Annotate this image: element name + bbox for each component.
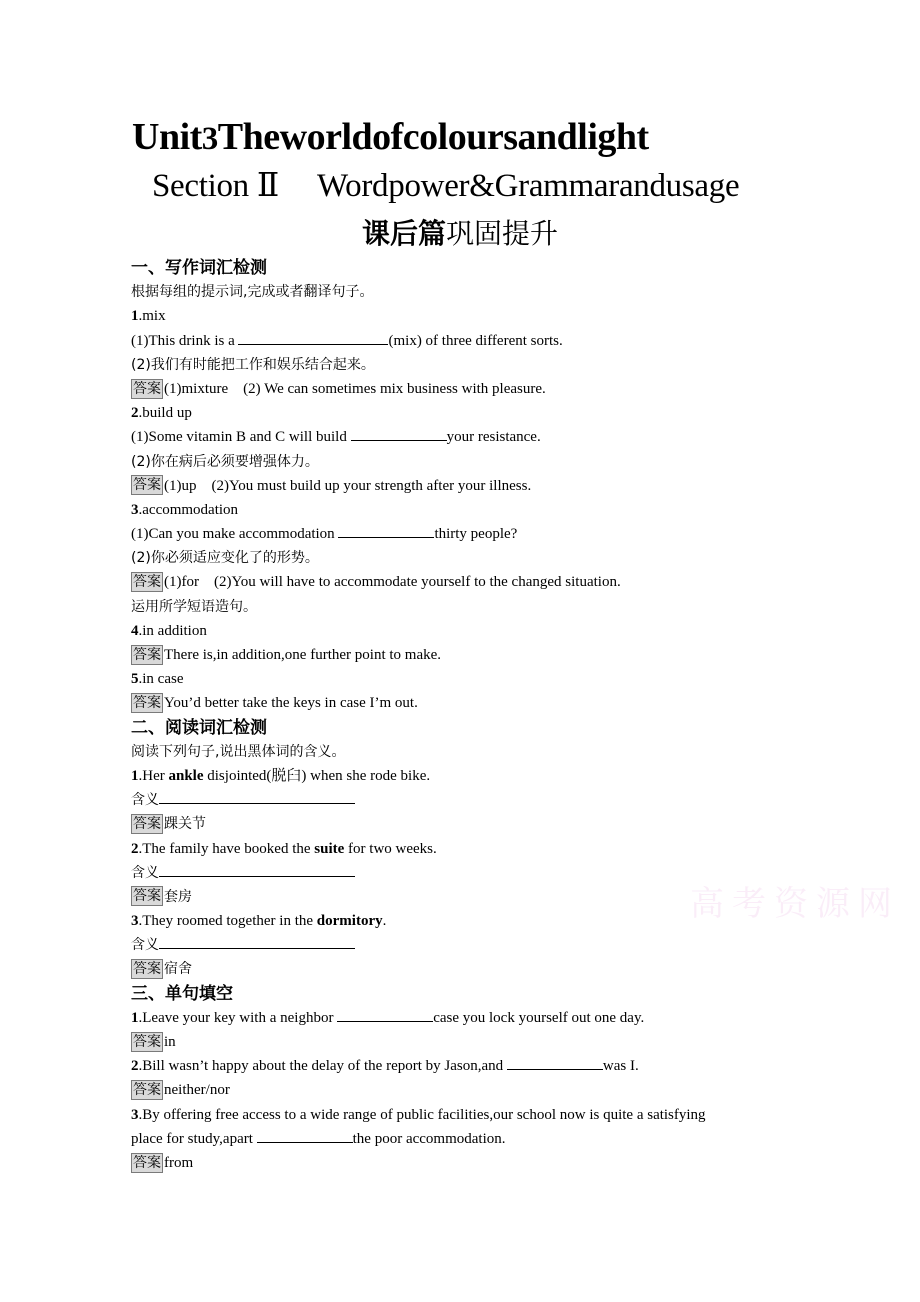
sentence-text: was I. [602, 1058, 639, 1075]
question-line [131, 329, 771, 353]
section-heading-1: 一、写作词汇检测 [131, 258, 267, 278]
cn-title-rest: 巩固提升 [446, 217, 559, 250]
answer-badge: 答案 [133, 477, 161, 494]
answer-blank [351, 426, 447, 441]
item-word: .in case [138, 671, 184, 688]
fill-item [131, 1006, 771, 1030]
answer-badge: 答案 [133, 694, 161, 711]
meaning-label: 含义 [131, 792, 159, 809]
question-text: (1)Can you make accommodation [131, 526, 339, 543]
sentence-text: case you lock yourself out one day. [433, 1009, 645, 1026]
vocab-item [131, 304, 771, 328]
item-number: 5 [131, 671, 139, 688]
answer-line [131, 691, 771, 715]
answer-text: from [164, 1154, 194, 1171]
item-number: 3 [131, 1106, 139, 1123]
answer-badge: 答案 [133, 380, 161, 397]
section-subtitle [152, 164, 739, 208]
item-number: 3 [131, 501, 139, 518]
answer-line [131, 885, 771, 909]
vocab-item [131, 401, 771, 425]
item-word: .in addition [138, 622, 207, 639]
subtitle-section: Section Ⅱ [152, 168, 279, 204]
answer-text: 踝关节 [164, 816, 206, 833]
sentence-text: disjointed(脱臼) when she rode bike. [203, 767, 431, 784]
question-text: (1)This drink is a [131, 332, 239, 349]
watermark: 高考资源网 [690, 884, 900, 924]
section-heading-2: 二、阅读词汇检测 [131, 717, 267, 738]
bold-word: ankle [168, 767, 204, 784]
answer-text: neither/nor [164, 1082, 230, 1099]
meaning-label: 含义 [131, 864, 159, 881]
item-number: 1 [131, 308, 139, 325]
item-number: 2 [131, 1058, 139, 1075]
section-instruction-1: 根据每组的提示词,完成或者翻译句子。 [131, 284, 374, 301]
reading-item [131, 764, 771, 788]
answer-line [131, 377, 771, 401]
meaning-label: 含义 [131, 937, 159, 954]
answer-badge: 答案 [133, 961, 161, 977]
answer-line [131, 1151, 771, 1175]
answer-text: 套房 [164, 888, 192, 905]
answer-line [131, 812, 771, 836]
answer-badge: 答案 [133, 888, 161, 905]
answer-badge: 答案 [133, 646, 161, 663]
item-number: 1 [131, 1009, 139, 1026]
sentence-text: . [382, 913, 387, 930]
item-word: .build up [138, 405, 192, 422]
sentence-text: .They roomed together in the [138, 913, 317, 930]
answer-text: (1)for (2)You will have to accommodate yourself to the changed situation. [164, 574, 621, 591]
answer-badge: 答案 [133, 815, 161, 832]
section-instruction-2: 阅读下列句子,说出黑体词的含义。 [131, 743, 346, 760]
answer-line [131, 957, 771, 981]
item-number: 4 [131, 622, 139, 639]
sentence-text: .Her [138, 767, 169, 784]
answer-text: (1)up (2)You must build up your strength after your illness. [164, 477, 532, 494]
translation-line [131, 546, 771, 570]
question-line [131, 425, 771, 449]
phrase-item [131, 619, 771, 643]
question-text: (1)Some vitamin B and C will build [131, 429, 351, 446]
answer-text: You’d better take the keys in case I’m out. [164, 695, 418, 712]
question-text: your resistance. [446, 429, 541, 446]
answer-line [131, 474, 771, 498]
answer-text: in [164, 1034, 176, 1050]
bold-word: dormitory [316, 913, 383, 930]
answer-text: (1)mixture (2) We can sometimes mix business with pleasure. [164, 380, 546, 397]
answer-text: 宿舍 [164, 961, 192, 978]
translation-text: (2)你必须适应变化了的形势。 [131, 550, 319, 567]
title-number: 3 [201, 121, 218, 157]
document-body [131, 256, 771, 1175]
translation-text: (2)我们有时能把工作和娱乐结合起来。 [131, 356, 375, 373]
translation-line [131, 353, 771, 377]
subtitle-topic: Wordpower&Grammarandusage [316, 168, 740, 204]
answer-blank [338, 523, 434, 538]
translation-text: (2)你在病后必须要增强体力。 [131, 453, 319, 470]
title-prefix: Unit [132, 116, 202, 158]
answer-blank [238, 330, 388, 345]
answer-line [131, 1078, 771, 1102]
sentence-text: .Leave your key with a neighbor [138, 1009, 338, 1026]
item-word: .mix [138, 308, 166, 325]
title-rest: Theworldofcoloursandlight [217, 116, 649, 158]
sentence-text: for two weeks. [344, 840, 437, 857]
item-number: 1 [131, 767, 139, 784]
question-line [131, 522, 771, 546]
item-word: .accommodation [138, 501, 239, 518]
meaning-line [131, 788, 771, 812]
answer-badge: 答案 [133, 574, 161, 590]
item-number: 2 [131, 405, 139, 422]
sentence-text: the poor accommodation. [352, 1130, 506, 1147]
item-number: 3 [131, 913, 139, 930]
sentence-text: .By offering free access to a wide range of public facilities,our school now is quite a satisfying [138, 1106, 706, 1123]
section-instruction-phrases: 运用所学短语造句。 [131, 598, 257, 615]
answer-blank [257, 1128, 353, 1143]
cn-title-bold: 课后篇 [361, 217, 446, 250]
question-text: thirty people? [434, 526, 518, 543]
answer-badge: 答案 [133, 1033, 161, 1050]
answer-line [131, 1030, 771, 1054]
reading-item [131, 837, 771, 861]
meaning-blank [159, 789, 355, 804]
meaning-line [131, 861, 771, 885]
answer-blank [337, 1007, 433, 1022]
meaning-blank [159, 862, 355, 877]
meaning-blank [159, 934, 355, 949]
item-number: 2 [131, 840, 139, 857]
fill-item [131, 1103, 771, 1127]
section-heading-3: 三、单句填空 [131, 983, 233, 1004]
answer-badge: 答案 [133, 1154, 161, 1171]
fill-item [131, 1054, 771, 1078]
answer-line [131, 643, 771, 667]
question-text: (mix) of three different sorts. [388, 332, 563, 349]
fill-item-continued [131, 1127, 771, 1151]
answer-blank [507, 1055, 603, 1070]
answer-text: There is,in addition,one further point to make. [164, 647, 442, 663]
answer-line [131, 570, 771, 594]
answer-badge: 答案 [133, 1081, 161, 1098]
translation-line [131, 450, 771, 474]
sentence-text: place for study,apart [131, 1130, 257, 1147]
sentence-text: .Bill wasn’t happy about the delay of the report by Jason,and [138, 1058, 507, 1075]
unit-title [132, 112, 649, 164]
vocab-item [131, 498, 771, 522]
reading-item [131, 909, 771, 933]
bold-word: suite [314, 840, 345, 857]
phrase-item [131, 667, 771, 691]
meaning-line [131, 933, 771, 957]
chinese-title [0, 214, 920, 254]
sentence-text: .The family have booked the [138, 840, 315, 857]
